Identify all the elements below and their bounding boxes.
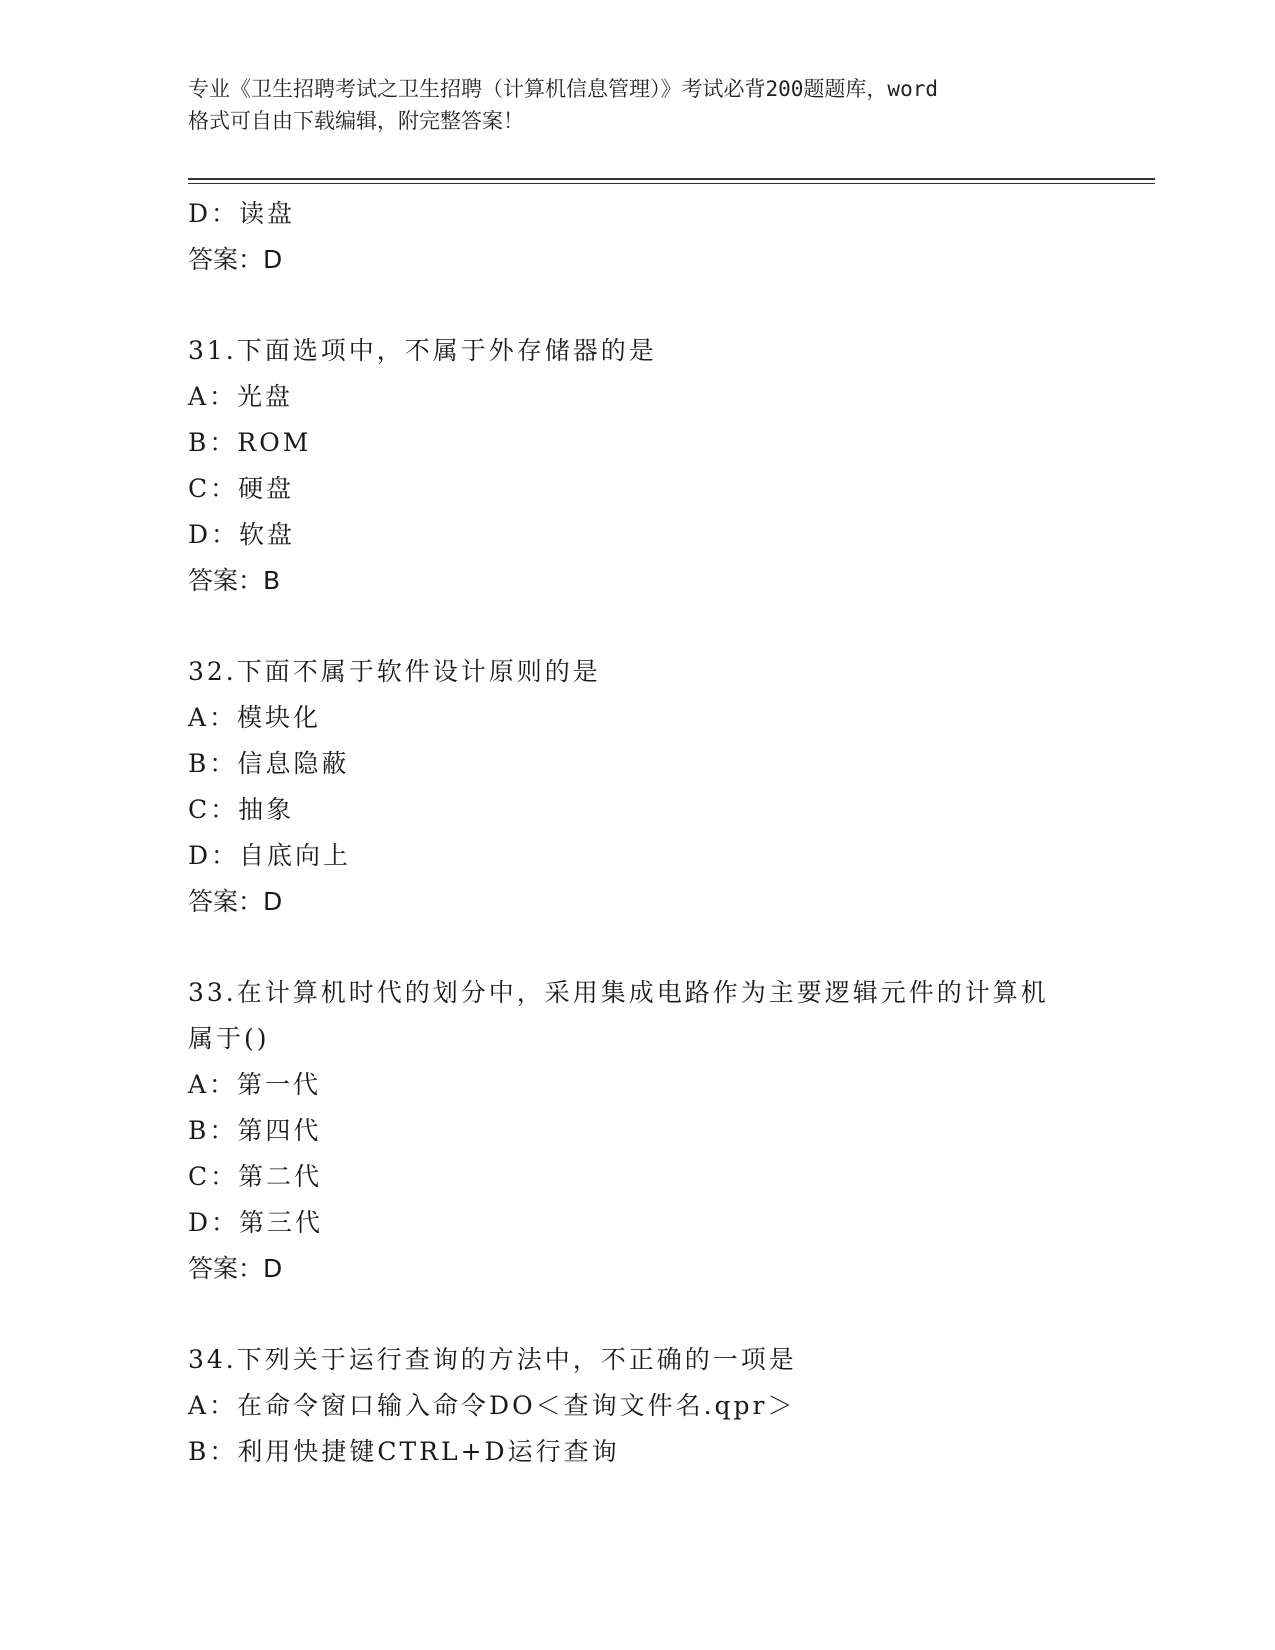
option-d: D：第三代 [188, 1208, 324, 1237]
option-d: D：软盘 [188, 520, 296, 549]
question-stem: 32.下面不属于软件设计原则的是 [188, 657, 601, 686]
document-header [188, 73, 1108, 137]
option-d: D：自底向上 [188, 841, 352, 870]
header-line-1: 专业《卫生招聘考试之卫生招聘（计算机信息管理）》考试必背200题题库，word [188, 77, 938, 101]
option-c: C：第二代 [188, 1162, 323, 1191]
header-rule-top [188, 178, 1155, 180]
header-rule-bottom [188, 183, 1155, 184]
option-a: A：模块化 [188, 703, 322, 732]
option-b: B：第四代 [188, 1116, 322, 1145]
option-b: B：信息隐蔽 [188, 749, 350, 778]
option-a: A：光盘 [188, 382, 294, 411]
question-34 [188, 1337, 1108, 1475]
document-body [188, 191, 1108, 1475]
option-b: B：ROM [188, 428, 312, 457]
option-b: B：利用快捷键CTRL+D运行查询 [188, 1437, 620, 1466]
question-stem-line-2: 属于() [188, 1024, 270, 1053]
question-32 [188, 649, 1108, 925]
option-a: A：第一代 [188, 1070, 322, 1099]
question-33 [188, 970, 1108, 1292]
question-stem: 34.下列关于运行查询的方法中，不正确的一项是 [188, 1345, 797, 1374]
option-d: D：读盘 [188, 199, 296, 228]
option-c: C：抽象 [188, 795, 295, 824]
spacer [188, 1292, 1108, 1337]
header-line-2: 格式可自由下载编辑，附完整答案！ [188, 109, 524, 133]
answer-line: 答案：D [188, 1254, 283, 1283]
option-a: A：在命令窗口输入命令DO＜查询文件名.qpr＞ [188, 1391, 796, 1420]
answer-line: 答案：B [188, 566, 281, 595]
answer-line: 答案：D [188, 245, 283, 274]
question-31 [188, 328, 1108, 604]
answer-line: 答案：D [188, 887, 283, 916]
previous-question-tail [188, 191, 1108, 283]
spacer [188, 925, 1108, 970]
option-c: C：硬盘 [188, 474, 295, 503]
question-stem: 31.下面选项中，不属于外存储器的是 [188, 336, 657, 365]
question-stem-line-1: 33.在计算机时代的划分中，采用集成电路作为主要逻辑元件的计算机 [188, 978, 1049, 1007]
spacer [188, 604, 1108, 649]
spacer [188, 283, 1108, 328]
